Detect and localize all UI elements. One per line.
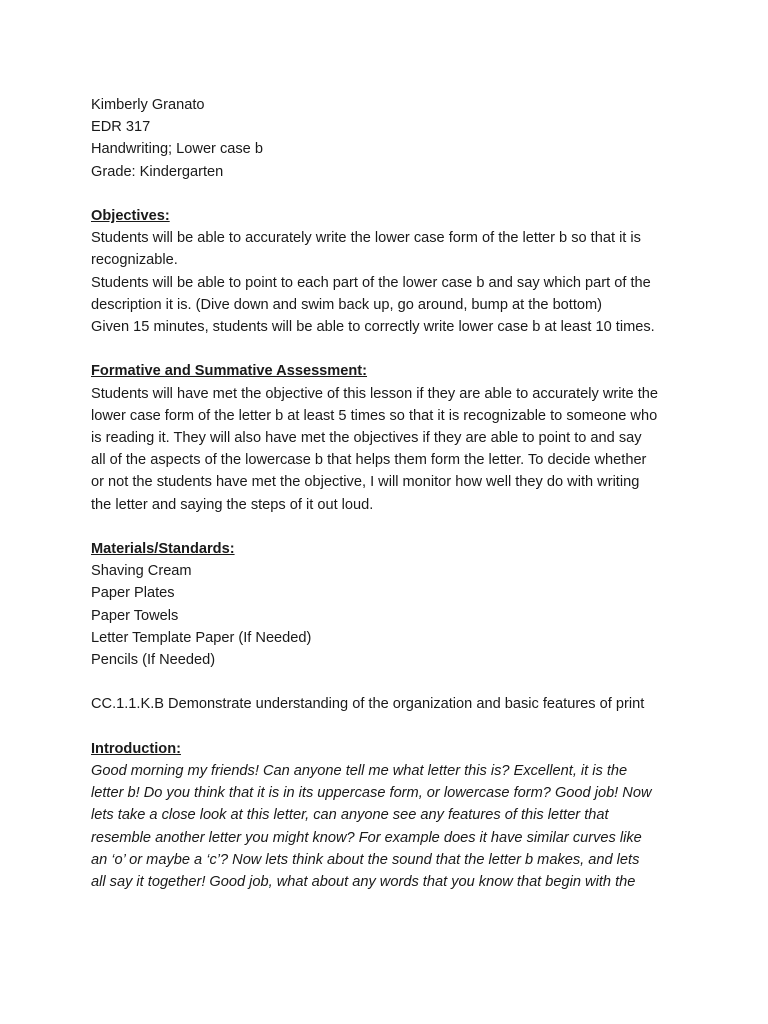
paragraph-line: Given 15 minutes, students will be able to correctly write lower case b at least 10 times.: [91, 319, 655, 336]
lesson-topic: Handwriting; Lower case b: [91, 141, 263, 158]
section-heading: Objectives:: [91, 208, 170, 224]
paragraph-line: letter b! Do you think that it is in its uppercase form, or lowercase form? Good job! Now: [91, 785, 652, 802]
spacer: [91, 183, 708, 205]
spacer: [91, 338, 708, 360]
spacer: [91, 716, 708, 738]
paragraph-line: Students will be able to accurately write the lower case form of the letter b so that it is: [91, 230, 641, 247]
paragraph-line: all of the aspects of the lowercase b that helps them form the letter. To decide whether: [91, 452, 647, 469]
paragraph-line: lower case form of the letter b at least 5 times so that it is recognizable to someone who: [91, 407, 658, 424]
materials-section: [91, 538, 708, 716]
section-heading: Introduction:: [91, 740, 181, 757]
paragraph-line: lets take a close look at this letter, can anyone see any features of this letter that: [91, 807, 609, 824]
section-heading: Materials/Standards:: [91, 541, 235, 558]
section-heading: Formative and Summative Assessment:: [91, 363, 368, 380]
paragraph-line: resemble another letter you might know? For example does it have similar curves like: [91, 829, 642, 846]
paragraph-line: all say it together! Good job, what about any words that you know that begin with the: [91, 874, 636, 891]
paragraph-line: an ‘o’ or maybe a ‘c’? Now lets think about the sound that the letter b makes, and lets: [91, 851, 640, 868]
author-name: Kimberly Granato: [91, 97, 205, 113]
paragraph-line: Students will have met the objective of this lesson if they are able to accurately write the: [91, 385, 659, 402]
material-item: Letter Template Paper (If Needed): [91, 629, 312, 646]
spacer: [91, 671, 708, 693]
grade-level: Grade: Kindergarten: [91, 163, 224, 180]
paragraph-line: Good morning my friends! Can anyone tell me what letter this is? Excellent, it is the: [91, 763, 628, 780]
spacer: [91, 516, 708, 538]
material-item: Shaving Cream: [91, 563, 192, 580]
paragraph-line: description it is. (Dive down and swim back up, go around, bump at the bottom): [91, 296, 603, 313]
material-item: Paper Plates: [91, 585, 175, 602]
paragraph-line: recognizable.: [91, 252, 178, 269]
assessment-section: [91, 360, 708, 515]
objectives-section: [91, 205, 708, 338]
course-code: EDR 317: [91, 119, 151, 136]
paragraph-line: Students will be able to point to each part of the lower case b and say which part of the: [91, 274, 651, 291]
material-item: Paper Towels: [91, 607, 179, 624]
standard-statement: CC.1.1.K.B Demonstrate understanding of the organization and basic features of print: [91, 696, 645, 713]
paragraph-line: the letter and saying the steps of it out loud.: [91, 496, 374, 513]
introduction-section: [91, 738, 708, 893]
paragraph-line: is reading it. They will also have met the objectives if they are able to point to and say: [91, 430, 642, 447]
paragraph-line: or not the students have met the objective, I will monitor how well they do with writing: [91, 474, 640, 491]
header-block: [91, 94, 708, 183]
material-item: Pencils (If Needed): [91, 652, 216, 669]
